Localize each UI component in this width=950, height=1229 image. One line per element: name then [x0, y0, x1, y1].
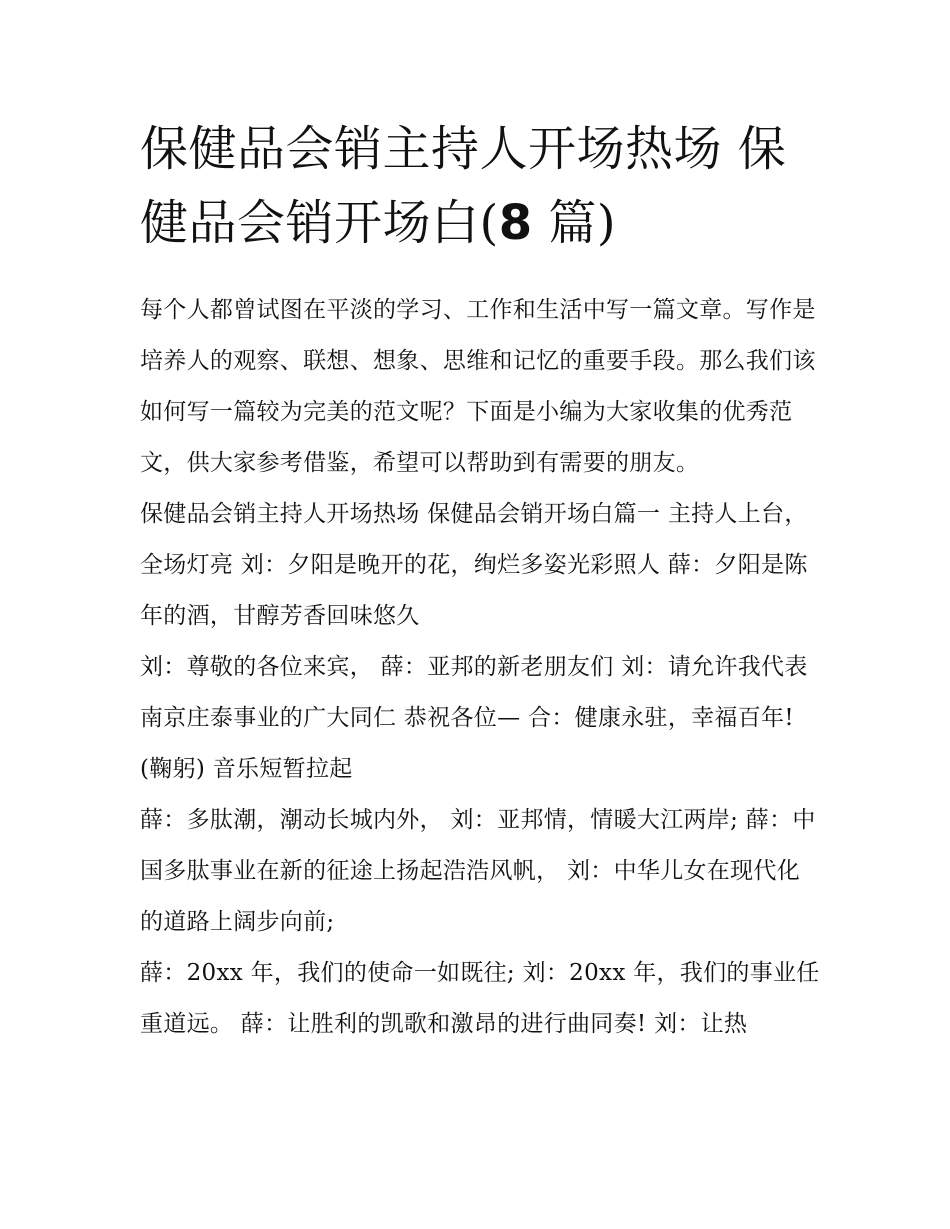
body-paragraph-4: 薛：20xx 年，我们的使命一如既往; 刘：20xx 年，我们的事业任重道远。 薛：让胜利的凯歌和激昂的进行曲同奏! 刘：让热 — [140, 960, 820, 1037]
document-body — [140, 112, 820, 1050]
title-text-part2: 篇) — [532, 195, 617, 251]
document-title — [140, 112, 820, 260]
intro-paragraph: 每个人都曾试图在平淡的学习、工作和生活中写一篇文章。写作是培养人的观察、联想、想象、思维和记忆的重要手段。那么我们该如何写一篇较为完美的范文呢？下面是小编为大家收集的优秀范文，供大家参考借鉴，希望可以帮助到有需要的朋友。 — [140, 297, 816, 476]
title-count-number: 8 — [498, 195, 533, 251]
title-text-part1: 保健品会销主持人开场热场 保健品会销开场白( — [140, 121, 787, 251]
body-paragraph-1: 保健品会销主持人开场热场 保健品会销开场白篇一 主持人上台，全场灯亮 刘：夕阳是晚开的花，绚烂多姿光彩照人 薛：夕阳是陈年的酒，甘醇芳香回味悠久 — [140, 501, 808, 629]
body-paragraph-3: 薛：多肽潮，潮动长城内外， 刘：亚邦情，情暖大江两岸; 薛：中国多肽事业在新的征途上扬起浩浩风帆， 刘：中华儿女在现代化的道路上阔步向前; — [140, 807, 816, 935]
body-paragraph-2: 刘：尊敬的各位来宾， 薛：亚邦的新老朋友们 刘：请允许我代表南京庄泰事业的广大同仁 恭祝各位— 合：健康永驻，幸福百年!(鞠躬) 音乐短暂拉起 — [140, 654, 808, 782]
